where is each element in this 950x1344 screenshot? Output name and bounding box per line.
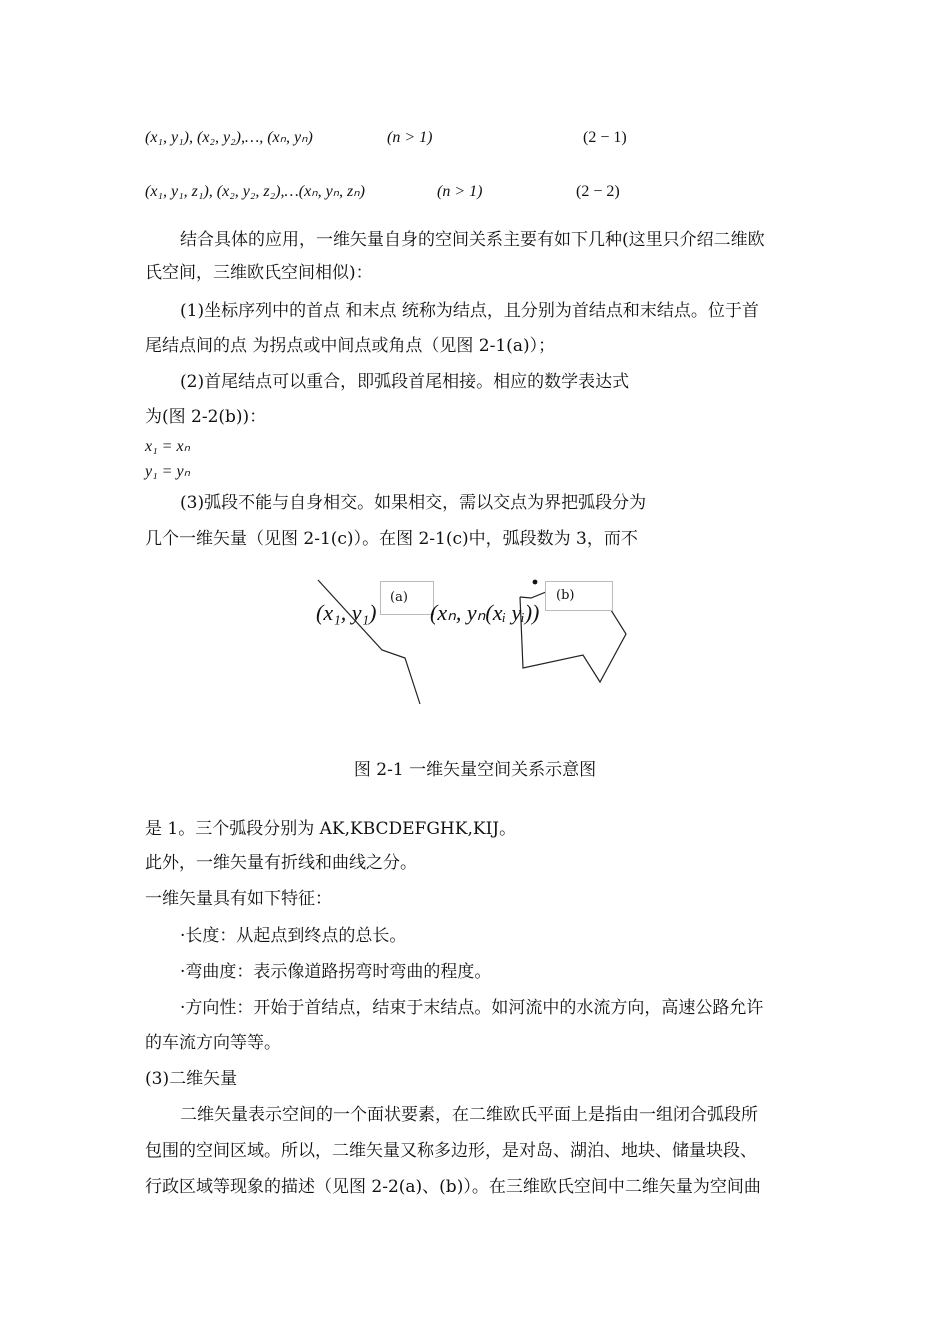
list-item: ·弯曲度：表示像道路拐弯时弯曲的程度。 (180, 962, 492, 982)
list-item: ·方向性：开始于首结点，结束于末结点。如河流中的水流方向，高速公路允许 (180, 998, 764, 1018)
paragraph-line: 尾结点间的点 为拐点或中间点或角点（见图 2-1(a)）； (145, 336, 556, 356)
paragraph-line: 为(图 2-2(b))： (145, 407, 267, 427)
paragraph-line: 二维矢量表示空间的一个面状要素，在二维欧氏平面上是指由一组闭合弧段所 (180, 1105, 758, 1125)
paragraph-line: 行政区域等现象的描述（见图 2-2(a)、(b)）。在三维欧氏空间中二维矢量为空间曲 (145, 1177, 761, 1197)
label-box-a (380, 581, 434, 615)
node-point (533, 580, 538, 585)
figure-math-mid: (xₙ, yₙ(xᵢ yᵢ)) (430, 600, 540, 625)
equation-2-2: (x₁, y₁, z₁), (x₂, y₂, z₂),…(xₙ, yₙ, zₙ) (145, 183, 365, 200)
equation-2-1: (x₁, y₁), (x₂, y₂),…, (xₙ, yₙ) (145, 129, 313, 146)
list-item: ·长度：从起点到终点的总长。 (180, 926, 407, 946)
paragraph-line: 氏空间，三维欧氏空间相似)： (145, 263, 373, 283)
figure-caption: 图 2-1 一维矢量空间关系示意图 (353, 760, 597, 780)
equation-2-2-number: (2 − 2) (576, 183, 620, 200)
equation-2-1-number: (2 − 1) (583, 129, 627, 146)
paragraph-line: (1)坐标序列中的首点 和末点 统称为结点，且分别为首结点和末结点。位于首 (180, 301, 759, 321)
figure-label-b: (b) (556, 588, 575, 603)
figure-label-a: (a) (390, 590, 408, 605)
paragraph-line: 几个一维矢量（见图 2-1(c)）。在图 2-1(c)中，弧段数为 3，而不 (145, 529, 638, 549)
paragraph-line: 是 1。三个弧段分别为 AK,KBCDEFGHK,KIJ。 (145, 819, 517, 839)
paragraph-line: 一维矢量具有如下特征： (145, 889, 332, 909)
equation-x-equal: x₁ = xₙ (145, 438, 190, 455)
paragraph-line: (3)弧段不能与自身相交。如果相交，需以交点为界把弧段分为 (180, 493, 647, 513)
paragraph-line: 此外，一维矢量有折线和曲线之分。 (145, 853, 417, 873)
paragraph-line: 的车流方向等等。 (145, 1033, 281, 1053)
section-heading: (3)二维矢量 (145, 1069, 238, 1089)
figure-2-1 (300, 572, 640, 712)
equation-2-1-condition: (n > 1) (387, 129, 433, 146)
equation-y-equal: y₁ = yₙ (145, 463, 190, 480)
paragraph-line: 包围的空间区域。所以，二维矢量又称多边形，是对岛、湖泊、地块、储量块段、 (145, 1141, 757, 1161)
label-box-b (545, 581, 613, 611)
equation-2-2-condition: (n > 1) (437, 183, 483, 200)
figure-math-left: (x₁, y₁) (316, 600, 377, 625)
paragraph-line: (2)首尾结点可以重合，即弧段首尾相接。相应的数学表达式 (180, 372, 630, 392)
paragraph-line: 结合具体的应用，一维矢量自身的空间关系主要有如下几种(这里只介绍二维欧 (180, 230, 765, 250)
